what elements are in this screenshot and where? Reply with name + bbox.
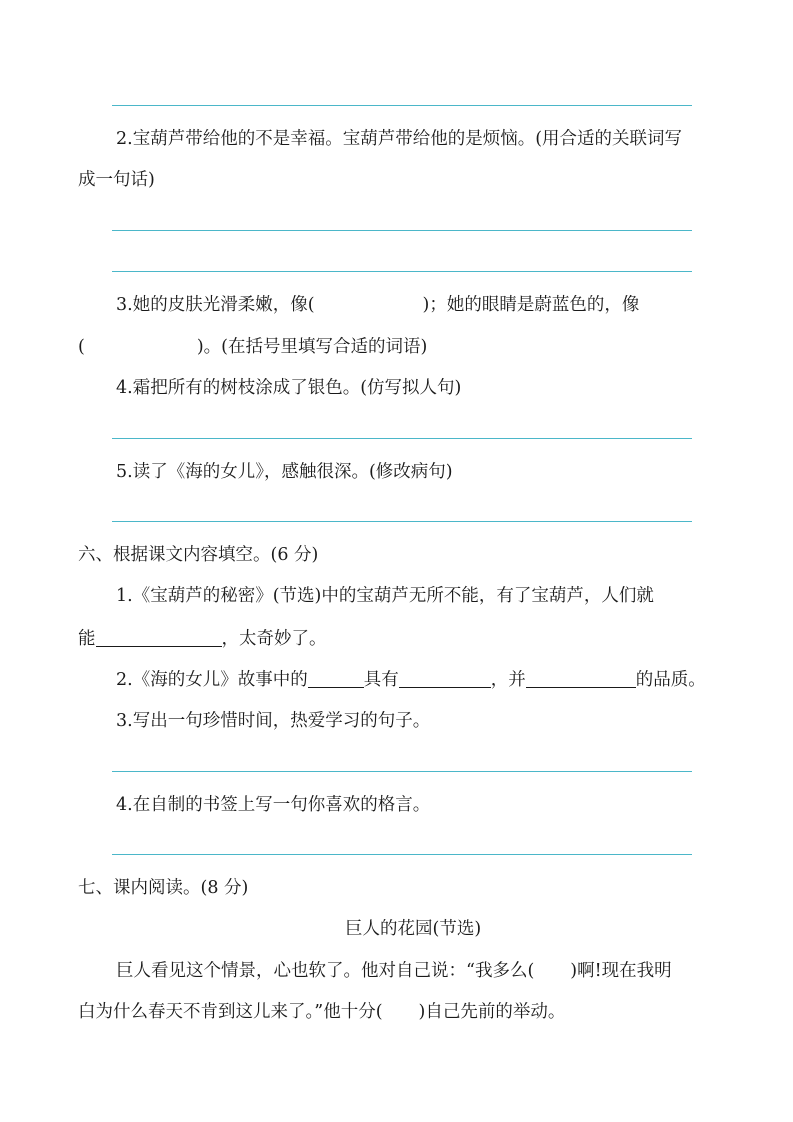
passage-part-b: )啊!现在我明 [570, 961, 672, 981]
fill-blank[interactable] [526, 667, 636, 688]
question-6-2-text [116, 667, 706, 692]
question-5-3-text [116, 293, 639, 317]
question-5-3-part3: ( [78, 337, 85, 357]
answer-line[interactable] [112, 230, 692, 231]
question-6-2-part-b: 具有 [363, 670, 399, 690]
question-6-1-part-a: 能 [78, 629, 96, 649]
question-5-3-part4: )。(在括号里填写合适的词语) [196, 337, 428, 357]
answer-line[interactable] [112, 271, 692, 272]
question-5-2-text-cont: 成一句话) [78, 170, 155, 190]
passage-part-a: 巨人看见这个情景，心也软了。他对自己说：“我多么( [116, 961, 535, 981]
passage-paragraph-cont [78, 1000, 565, 1024]
question-6-4-text: 4.在自制的书签上写一句你喜欢的格言。 [116, 795, 431, 815]
question-6-2-part-a: 2.《海的女儿》故事中的 [116, 670, 308, 690]
question-5-2-text: 2.宝葫芦带给他的不是幸福。宝葫芦带给他的是烦恼。(用合适的关联词写 [116, 129, 683, 149]
answer-line[interactable] [112, 771, 692, 772]
question-6-1-text: 1.《宝葫芦的秘密》(节选)中的宝葫芦无所不能，有了宝葫芦，人们就 [116, 586, 654, 606]
question-6-2-part-c: ，并 [490, 670, 526, 690]
passage-title: 巨人的花园(节选) [345, 919, 482, 939]
question-6-1-part-b: ，太奇妙了。 [221, 629, 327, 649]
answer-line[interactable] [112, 438, 692, 439]
passage-part-d: )自己先前的举动。 [418, 1002, 566, 1022]
section-6-heading: 六、根据课文内容填空。(6 分) [78, 545, 319, 565]
question-6-2-part-d: 的品质。 [635, 670, 706, 690]
fill-blank[interactable] [308, 667, 364, 688]
section-7-heading: 七、课内阅读。(8 分) [78, 878, 249, 898]
question-6-1-text-cont [78, 626, 327, 651]
question-5-3-part1: 3.她的皮肤光滑柔嫩，像( [116, 295, 315, 315]
answer-line[interactable] [112, 854, 692, 855]
question-5-3-text-cont [78, 335, 427, 359]
fill-blank[interactable] [399, 667, 491, 688]
question-6-3-text: 3.写出一句珍惜时间，热爱学习的句子。 [116, 711, 431, 731]
fill-blank[interactable] [96, 626, 222, 647]
question-5-5-text: 5.读了《海的女儿》，感触很深。(修改病句) [116, 462, 453, 482]
question-5-3-part2: )；她的眼睛是蔚蓝色的，像 [422, 295, 640, 315]
passage-paragraph [116, 959, 672, 983]
answer-line[interactable] [112, 521, 692, 522]
passage-part-c: 白为什么春天不肯到这儿来了。”他十分( [78, 1002, 383, 1022]
answer-line[interactable] [112, 105, 692, 106]
question-5-4-text: 4.霜把所有的树枝涂成了银色。(仿写拟人句) [116, 378, 462, 398]
